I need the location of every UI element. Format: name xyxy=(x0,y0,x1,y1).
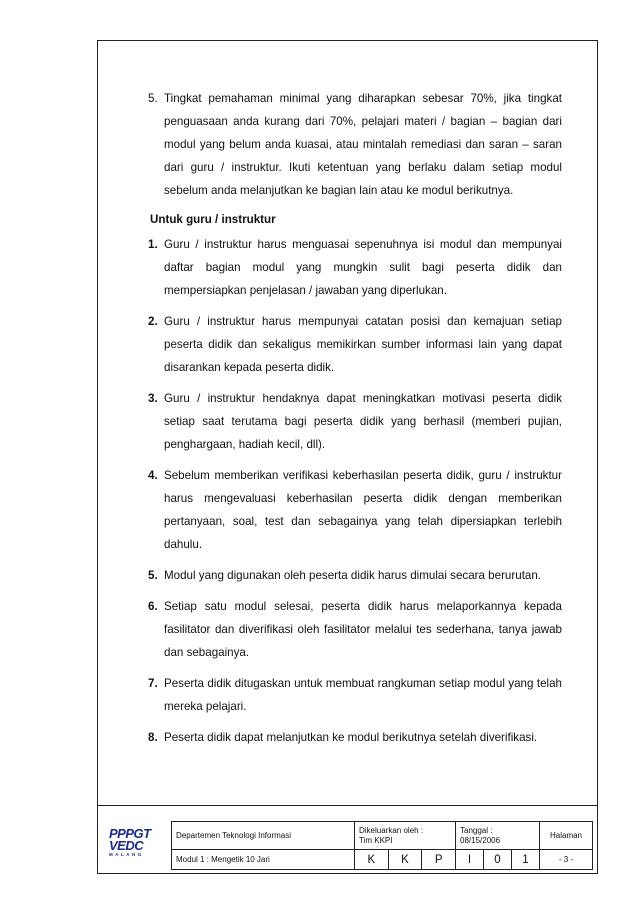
list-item xyxy=(148,464,562,556)
item-text: Guru / instruktur harus mempunyai catatan posisi dan kemajuan setiap peserta didik dan sekaligus memikirkan sumber informasi lain yang dapat disarankan kepada peserta didik. xyxy=(164,315,562,374)
page-footer xyxy=(97,805,598,875)
issued-by-label: Dikeluarkan oleh : xyxy=(359,825,424,835)
item-number: 8. xyxy=(148,731,158,744)
code-cell-2: K xyxy=(388,850,422,870)
item-number: 5. xyxy=(148,569,158,582)
list-item xyxy=(148,233,562,302)
code-cell-3: P xyxy=(422,850,456,870)
guru-instruktur-list xyxy=(148,233,562,749)
date-cell xyxy=(456,822,540,850)
code-cell-1: K xyxy=(355,850,389,870)
list-item xyxy=(148,87,562,202)
list-item xyxy=(148,387,562,456)
code-cell-6: 1 xyxy=(512,850,540,870)
item-number: 1. xyxy=(148,238,158,251)
item-number: 2. xyxy=(148,315,158,328)
logo-line-3: MALANG xyxy=(109,852,144,857)
item-number: 3. xyxy=(148,392,158,405)
intro-list xyxy=(148,87,562,202)
issued-by-value: Tim KKPI xyxy=(359,835,393,845)
item-number: 7. xyxy=(148,677,158,690)
document-content xyxy=(148,87,562,757)
item-text: Tingkat pemahaman minimal yang diharapkan sebesar 70%, jika tingkat penguasaan anda kurang dari 70%, pelajari materi / bagian – bagian dari modul yang belum anda kuasai, atau mintalah remediasi dan saran – saran dari guru / instruktur. Ikuti ketentuan yang berlaku dalam setiap modul sebelum anda melanjutkan ke bagian lain atau ke modul berikutnya. xyxy=(164,92,562,197)
list-item xyxy=(148,310,562,379)
item-text: Peserta didik dapat melanjutkan ke modul berikutnya setelah diverifikasi. xyxy=(164,731,538,744)
vedc-logo xyxy=(109,828,161,860)
item-text: Guru / instruktur hendaknya dapat meningkatkan motivasi peserta didik setiap saat terutama bagi peserta didik yang berhasil (memberi pujian, penghargaan, hadiah kecil, dll). xyxy=(164,392,562,451)
department-cell: Departemen Teknologi Informasi xyxy=(172,822,355,850)
item-text: Setiap satu modul selesai, peserta didik harus melaporkannya kepada fasilitator dan diverifikasi oleh fasilitator melalui tes sederhana, tanya jawab dan sebagainya. xyxy=(164,600,562,659)
item-number: 5. xyxy=(148,92,158,105)
list-item xyxy=(148,672,562,718)
list-item xyxy=(148,726,562,749)
logo-line-1: PPPGT xyxy=(109,826,151,841)
list-item xyxy=(148,595,562,664)
item-number: 6. xyxy=(148,600,158,613)
module-cell: Modul 1 : Mengetik 10 Jari xyxy=(172,850,355,870)
item-text: Sebelum memberikan verifikasi keberhasilan peserta didik, guru / instruktur harus mengevaluasi keberhasilan peserta didik dengan memberikan pertanyaan, soal, test dan sebagainya yang telah dipersiapkan terlebih dahulu. xyxy=(164,469,562,551)
date-label: Tanggal : xyxy=(460,825,493,835)
code-cell-5: 0 xyxy=(484,850,512,870)
date-value: 08/15/2006 xyxy=(460,835,501,845)
item-number: 4. xyxy=(148,469,158,482)
page-number-cell: - 3 - xyxy=(540,850,593,870)
issued-by-cell xyxy=(355,822,456,850)
item-text: Peserta didik ditugaskan untuk membuat rangkuman setiap modul yang telah mereka pelajari. xyxy=(164,677,562,713)
code-cell-4: I xyxy=(456,850,484,870)
item-text: Guru / instruktur harus menguasai sepenuhnya isi modul dan mempunyai daftar bagian modul yang mungkin sulit bagi peserta didik dan mempersiapkan penjelasan / jawaban yang diperlukan. xyxy=(164,238,562,297)
footer-table xyxy=(171,821,593,870)
item-text: Modul yang digunakan oleh peserta didik harus dimulai secara berurutan. xyxy=(164,569,542,582)
list-item xyxy=(148,564,562,587)
section-heading: Untuk guru / instruktur xyxy=(150,213,276,226)
logo-line-2: VEDC xyxy=(109,838,144,853)
page-label-cell: Halaman xyxy=(540,822,593,850)
